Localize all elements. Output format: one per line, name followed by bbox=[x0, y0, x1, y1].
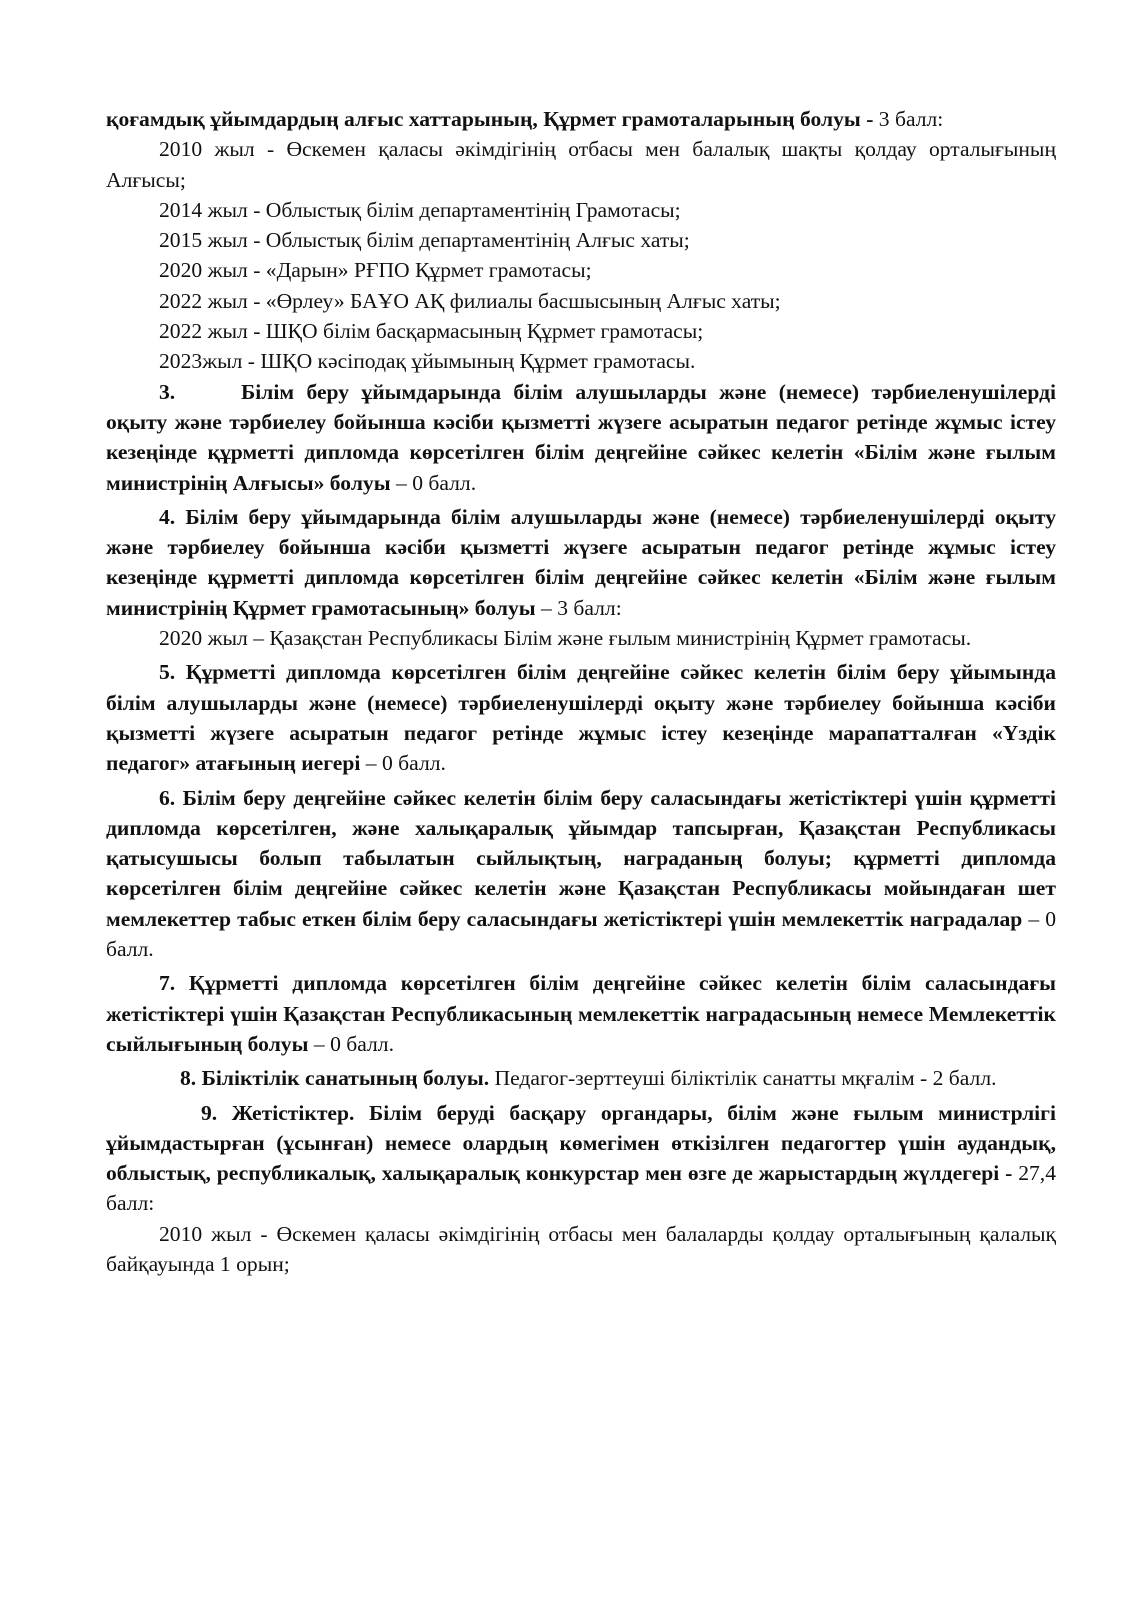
item-3-paragraph bbox=[106, 377, 1056, 498]
item-3-score: – 0 балл. bbox=[390, 470, 477, 495]
intro-bold: қоғамдық ұйымдардың алғыс хаттарының, Құрмет грамоталарының болуы - bbox=[106, 107, 874, 131]
item-9-bold: 9. Жетістіктер. Білім беруді басқару органдары, білім және ғылым министрлігі ұйымдастырған (ұсынған) немесе олардың көмегімен өткізілген педагогтер үшін аудандық, облыстық, республикалық, халықаралық конкурстар мен өзге де жарыстардың жүлдегері - bbox=[106, 1100, 1056, 1186]
item-4-detail: 2020 жыл – Қазақстан Республикасы Білім және ғылым министрінің Құрмет грамотасы. bbox=[159, 626, 972, 651]
award-line-5: 2022 жыл - «Өрлеу» БАҰО АҚ филиалы басшысының Алғыс хаты; bbox=[159, 288, 781, 313]
award-line-4: 2020 жыл - «Дарын» РҒПО Құрмет грамотасы; bbox=[159, 258, 592, 283]
intro-paragraph bbox=[106, 104, 1056, 134]
item-7-bold: 7. Құрметті дипломда көрсетілген білім деңгейіне сәйкес келетін білім саласындағы жетістіктері үшін Қазақстан Республикасының мемлекеттік наградасының немесе Мемлекеттік сыйлығының болуы bbox=[106, 971, 1056, 1056]
item-6-bold: 6. Білім беру деңгейіне сәйкес келетін білім беру саласындағы жетістіктері үшін құрметті дипломда көрсетілген, және халықаралық ұйымдар тапсырған, Қазақстан Республикасы қатысушысы болып табылатын сыйлықтың, награданың болуы; құрметті дипломда көрсетілген білім деңгейіне сәйкес келетін және Қазақстан Республикасы мойындаған шет мемлекеттер табыс еткен білім беру саласындағы жетістіктері үшін мемлекеттік наградалар bbox=[106, 785, 1056, 931]
item-7-score: – 0 балл. bbox=[308, 1031, 394, 1056]
document-page bbox=[106, 104, 1056, 1279]
item-7-paragraph bbox=[106, 968, 1056, 1059]
item-6-score: – 0 балл. bbox=[106, 906, 1057, 962]
award-line-6: 2022 жыл - ШҚО білім басқармасының Құрмет грамотасы; bbox=[159, 319, 704, 344]
item-8-bold: 8. Біліктілік санатының болуы. bbox=[180, 1066, 490, 1091]
award-line-3: 2015 жыл - Облыстық білім департаментінің Алғыс хаты; bbox=[159, 228, 690, 253]
item-4-paragraph bbox=[106, 502, 1056, 623]
item-3-bold: Білім беру ұйымдарында білім алушыларды және (немесе) тәрбиеленушілерді оқыту және тәрбиелеу бойынша кәсіби қызметті жүзеге асыратын педагог ретінде жұмыс істеу кезеңінде құрметті дипломда көрсетілген білім деңгейіне сәйкес келетін «Білім және ғылым министрінің Алғысы» болуы bbox=[106, 379, 1056, 495]
item-8-rest: Педагог-зерттеуші біліктілік санатты мқғалім - 2 балл. bbox=[489, 1066, 997, 1091]
item-9-detail: 2010 жыл - Өскемен қаласы әкімдігінің отбасы мен балаларды қолдау орталығының қалалық байқауында 1 орын; bbox=[106, 1221, 1056, 1276]
item-6-paragraph bbox=[106, 783, 1056, 965]
item-3-number: 3. bbox=[159, 379, 176, 404]
item-8-paragraph bbox=[106, 1063, 1056, 1093]
item-5-bold: 5. Құрметті дипломда көрсетілген білім деңгейіне сәйкес келетін білім беру ұйымында білім алушыларды және (немесе) тәрбиеленушілерді оқыту және тәрбиелеу бойынша кәсіби қызметті жүзеге асыратын педагог ретінде жұмыс істеу кезеңінде марапатталған «Үздік педагог» атағының иегері bbox=[106, 660, 1056, 776]
award-line-2: 2014 жыл - Облыстық білім департаментінің Грамотасы; bbox=[159, 197, 681, 222]
item-9-paragraph bbox=[106, 1098, 1056, 1219]
award-line-7: 2023жыл - ШҚО кәсіподақ ұйымының Құрмет грамотасы. bbox=[159, 349, 696, 374]
item-5-paragraph bbox=[106, 657, 1056, 778]
item-9-score: 27,4 балл: bbox=[106, 1161, 1057, 1216]
item-4-score: – 3 балл: bbox=[535, 595, 622, 620]
item-5-score: – 0 балл. bbox=[360, 751, 446, 776]
award-line-1: 2010 жыл - Өскемен қаласы әкімдігінің отбасы мен балалық шақты қолдау орталығының Алғысы; bbox=[106, 137, 1056, 192]
intro-score: 3 балл: bbox=[873, 107, 944, 131]
item-4-bold: 4. Білім беру ұйымдарында білім алушыларды және (немесе) тәрбиеленушілерді оқыту және тәрбиелеу бойынша кәсіби қызметті жүзеге асыратын педагог ретінде жұмыс істеу кезеңінде құрметті дипломда көрсетілген білім деңгейіне сәйкес келетін «Білім және ғылым министрінің Құрмет грамотасының» болуы bbox=[106, 504, 1056, 620]
